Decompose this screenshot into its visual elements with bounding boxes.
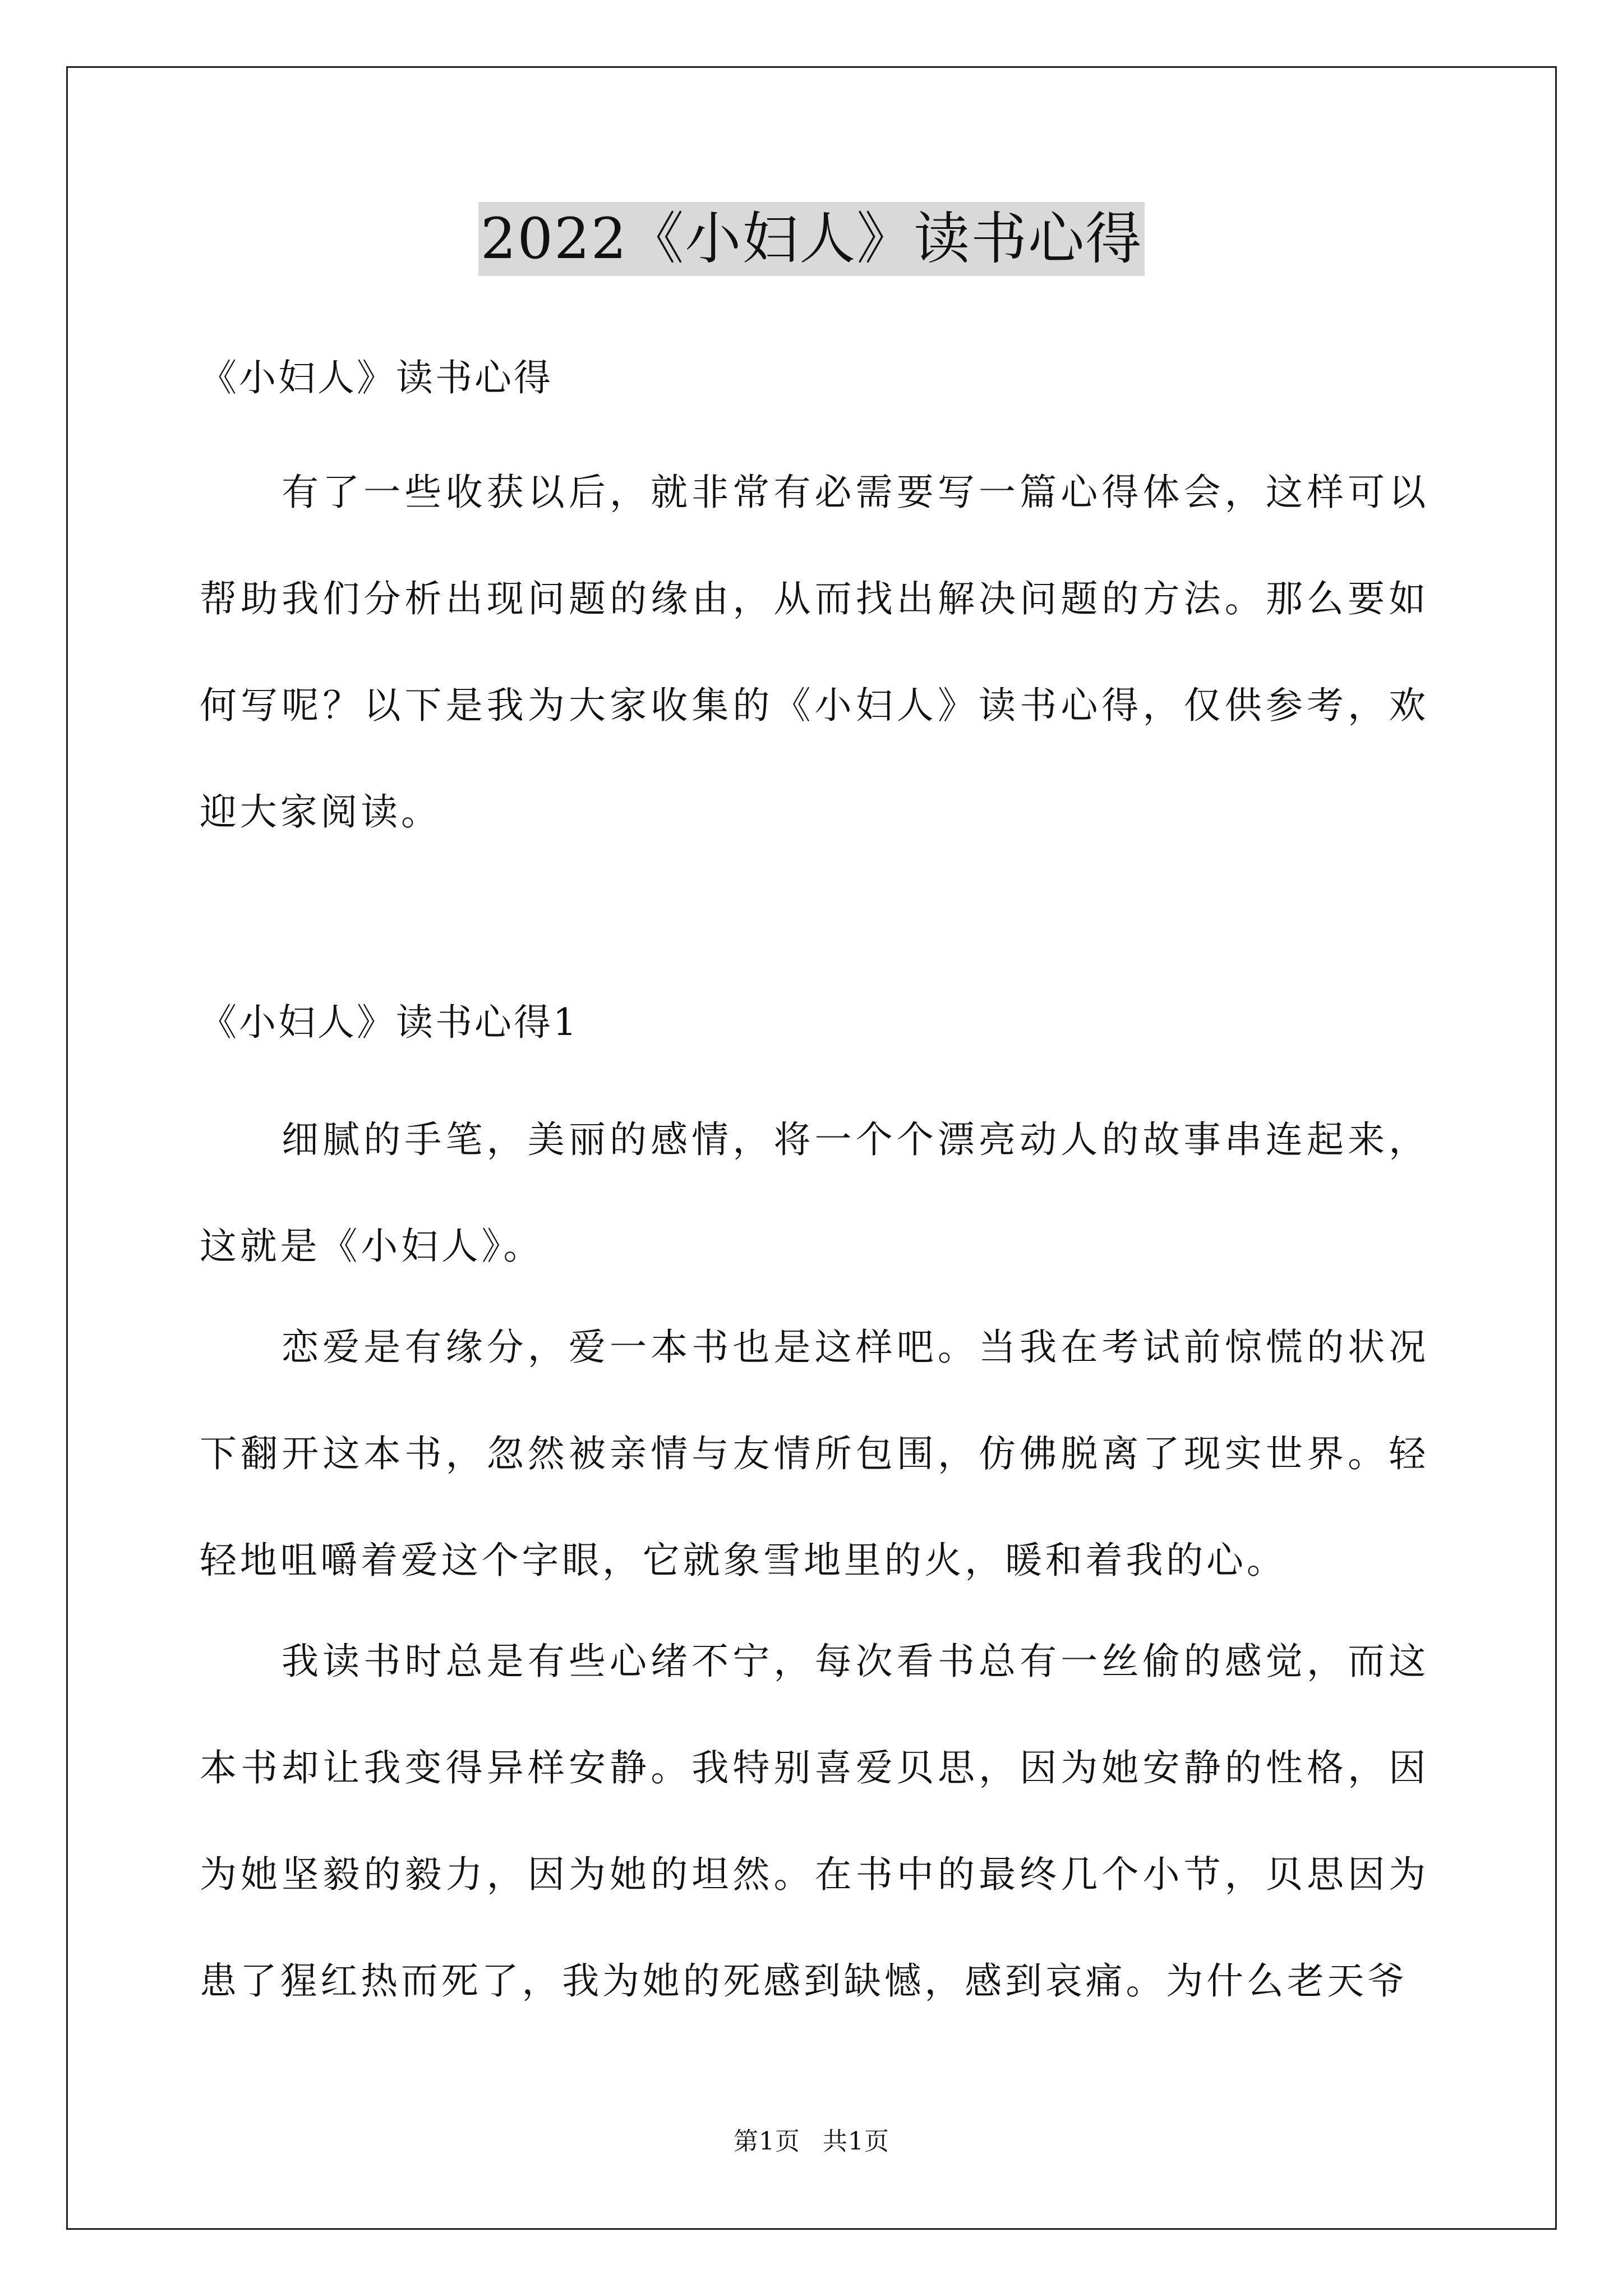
title-container: [0, 202, 1623, 276]
paragraph-3: 我读书时总是有些心绪不宁，每次看书总有一丝偷的感觉，而这本书却让我变得异样安静。我特别喜爱贝思，因为她安静的性格，因为她坚毅的毅力，因为她的坦然。在书中的最终几个小节，贝思因为患了猩红热而死了，我为她的死感到缺憾，感到哀痛。为什么老天爷: [200, 1640, 1429, 2003]
intro-paragraph: 有了一些收获以后，就非常有必需要写一篇心得体会，这样可以帮助我们分析出现问题的缘由，从而找出解决问题的方法。那么要如何写呢？以下是我为大家收集的《小妇人》读书心得，仅供参考，欢迎大家阅读。: [200, 471, 1429, 834]
section-heading-1: 《小妇人》读书心得1: [200, 1001, 579, 1044]
page-number-current: 第1页: [734, 2127, 800, 2156]
document-title: 2022《小妇人》读书心得: [478, 202, 1145, 276]
page-footer: [0, 2126, 1623, 2157]
page-number-total: 共1页: [823, 2127, 889, 2156]
paragraph-2: 恋爱是有缘分，爱一本书也是这样吧。当我在考试前惊慌的状况下翻开这本书，忽然被亲情与友情所包围，仿佛脱离了现实世界。轻轻地咀嚼着爱这个字眼，它就象雪地里的火，暖和着我的心。: [200, 1326, 1429, 1582]
paragraph-1: 细腻的手笔，美丽的感情，将一个个漂亮动人的故事串连起来，这就是《小妇人》。: [200, 1118, 1429, 1268]
intro-heading: 《小妇人》读书心得: [200, 356, 553, 399]
